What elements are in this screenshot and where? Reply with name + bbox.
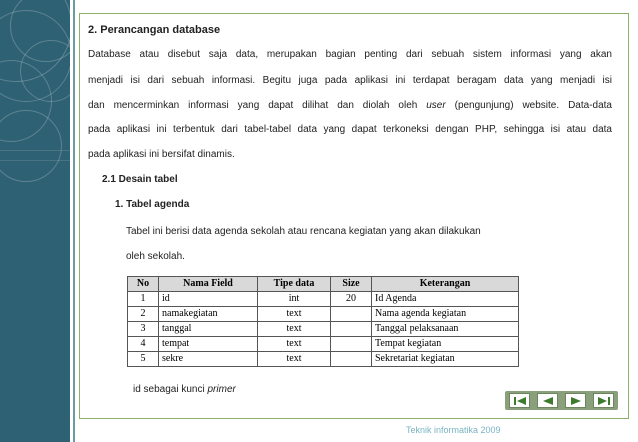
table-cell: 5 <box>128 352 159 367</box>
primer-term: primer <box>207 384 236 395</box>
decorative-sidebar <box>0 0 70 442</box>
table-cell: Tempat kegiatan <box>372 337 519 352</box>
table-cell: Tanggal pelaksanaan <box>372 322 519 337</box>
paragraph-line-2: menjadi isi dari sebuah informasi. Begitu juga pada aplikasi ini terdapat beragam data yang menjadi isi <box>88 75 612 86</box>
first-slide-icon <box>513 396 527 406</box>
table-cell: text <box>258 352 331 367</box>
column-header: No <box>128 277 159 292</box>
table-cell: 3 <box>128 322 159 337</box>
previous-slide-icon <box>541 396 555 406</box>
table-header-row <box>128 277 519 292</box>
agenda-table <box>127 276 519 367</box>
table-cell <box>331 307 372 322</box>
table-cell: int <box>258 292 331 307</box>
item-description-line-2: oleh sekolah. <box>126 251 185 262</box>
column-header: Keterangan <box>372 277 519 292</box>
table-cell: id <box>159 292 258 307</box>
table-cell: tempat <box>159 337 258 352</box>
table-cell <box>331 352 372 367</box>
column-header: Nama Field <box>159 277 258 292</box>
table-cell: 2 <box>128 307 159 322</box>
table-cell: namakegiatan <box>159 307 258 322</box>
table-cell: Nama agenda kegiatan <box>372 307 519 322</box>
paragraph-line-3: dan mencerminkan informasi yang dapat dilihat dan diolah oleh user (pengunjung) website. Data-data <box>88 100 612 111</box>
next-slide-button[interactable] <box>565 393 586 408</box>
footer-text: Teknik informatika 2009 <box>406 425 501 435</box>
table-row <box>128 352 519 367</box>
table-row <box>128 307 519 322</box>
next-slide-icon <box>569 396 583 406</box>
table-row <box>128 322 519 337</box>
column-header: Size <box>331 277 372 292</box>
slide-navigation-bar <box>505 391 618 410</box>
item-description-line-1: Tabel ini berisi data agenda sekolah atau rencana kegiatan yang akan dilakukan <box>126 226 481 237</box>
table-cell <box>331 337 372 352</box>
table-cell <box>331 322 372 337</box>
table-cell: text <box>258 307 331 322</box>
item-title: 1. Tabel agenda <box>115 199 190 210</box>
previous-slide-button[interactable] <box>537 393 558 408</box>
paragraph-line-4: pada aplikasi ini terbentuk dari tabel-tabel data yang dapat terkoneksi dengan PHP, sehingga isi atau data <box>88 124 612 135</box>
table-cell: text <box>258 337 331 352</box>
paragraph-line-5: pada aplikasi ini bersifat dinamis. <box>88 149 235 160</box>
paragraph-line-1: Database atau disebut saja data, merupakan bagian penting dari sebuah sistem informasi yang akan <box>88 49 612 60</box>
table-row <box>128 292 519 307</box>
table-cell: tanggal <box>159 322 258 337</box>
section-title: 2. Perancangan database <box>88 24 221 36</box>
sidebar-divider <box>73 0 75 442</box>
first-slide-button[interactable] <box>509 393 530 408</box>
table-cell: 4 <box>128 337 159 352</box>
table-cell: 1 <box>128 292 159 307</box>
primary-key-note: id sebagai kunci primer <box>133 384 236 395</box>
table-row <box>128 337 519 352</box>
last-slide-button[interactable] <box>593 393 614 408</box>
table-cell: sekre <box>159 352 258 367</box>
user-term: user <box>426 100 446 111</box>
table-cell: text <box>258 322 331 337</box>
last-slide-icon <box>597 396 611 406</box>
table-cell: 20 <box>331 292 372 307</box>
table-cell: Id Agenda <box>372 292 519 307</box>
subsection-title: 2.1 Desain tabel <box>102 174 178 185</box>
table-cell: Sekretariat kegiatan <box>372 352 519 367</box>
column-header: Tipe data <box>258 277 331 292</box>
